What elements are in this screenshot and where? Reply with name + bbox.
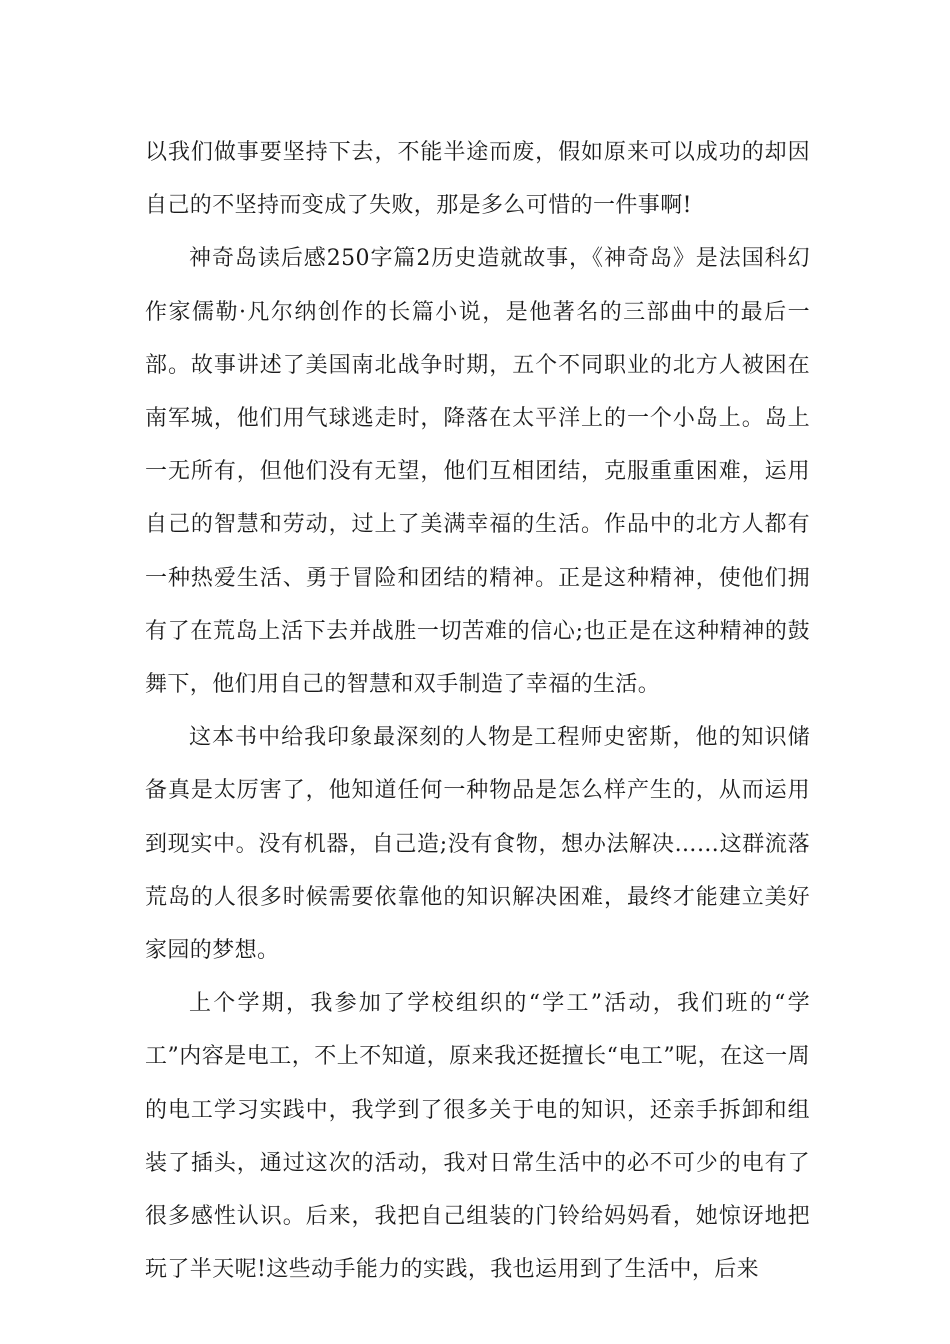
- paragraph-3: 这本书中给我印象最深刻的人物是工程师史密斯，他的知识储备真是太厉害了，他知道任何一种物品是怎么样产生的，从而运用到现实中。没有机器，自己造;没有食物，想办法解决……这群流落荒岛的人很多时候需要依靠他的知识解决困难，最终才能建立美好家园的梦想。: [145, 725, 810, 964]
- paragraph-1: 以我们做事要坚持下去，不能半途而废，假如原来可以成功的却因自己的不坚持而变成了失败，那是多么可惜的一件事啊!: [145, 140, 810, 219]
- paragraph-4: 上个学期，我参加了学校组织的“学工”活动，我们班的“学工”内容是电工，不上不知道，原来我还挺擅长“电工”呢，在这一周的电工学习实践中，我学到了很多关于电的知识，还亲手拆卸和组装了插头，通过这次的活动，我对日常生活中的必不可少的电有了很多感性认识。后来，我把自己组装的门铃给妈妈看，她惊讶地把玩了半天呢!这些动手能力的实践，我也运用到了生活中，后来: [145, 991, 810, 1283]
- document-body: [145, 126, 810, 1296]
- paragraph-2: 神奇岛读后感250字篇2历史造就故事，《神奇岛》是法国科幻作家儒勒·凡尔纳创作的长篇小说，是他著名的三部曲中的最后一部。故事讲述了美国南北战争时期，五个不同职业的北方人被困在南军城，他们用气球逃走时，降落在太平洋上的一个小岛上。岛上一无所有，但他们没有无望，他们互相团结，克服重重困难，运用自己的智慧和劳动，过上了美满幸福的生活。作品中的北方人都有一种热爱生活、勇于冒险和团结的精神。正是这种精神，使他们拥有了在荒岛上活下去并战胜一切苦难的信心;也正是在这种精神的鼓舞下，他们用自己的智慧和双手制造了幸福的生活。: [145, 246, 810, 698]
